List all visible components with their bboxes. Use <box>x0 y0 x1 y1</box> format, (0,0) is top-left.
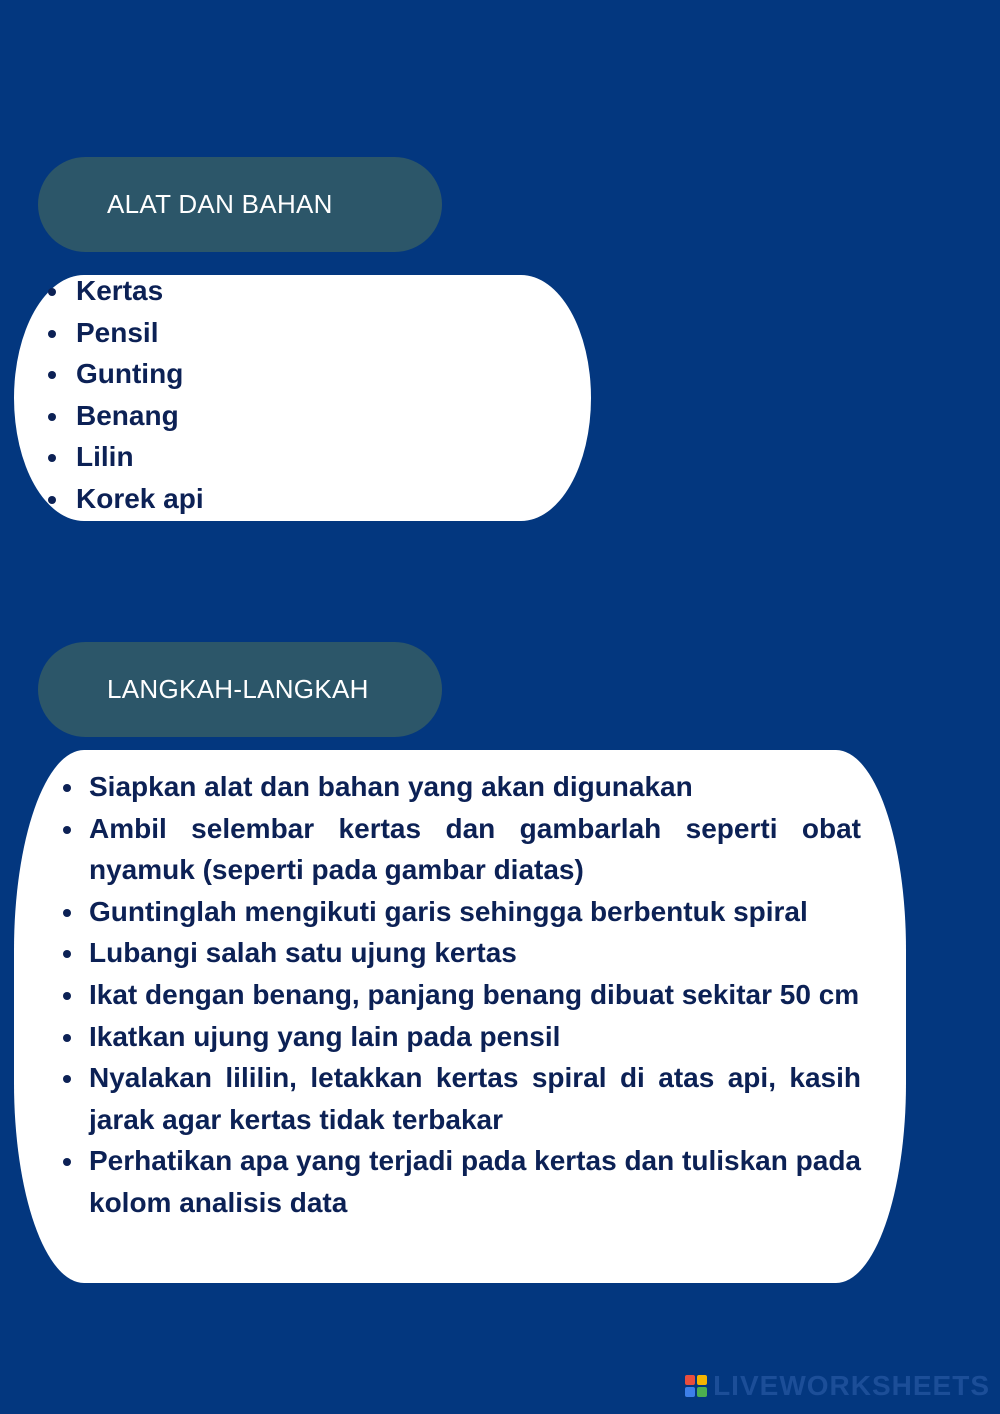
watermark <box>685 1370 990 1402</box>
list-item: Ikatkan ujung yang lain pada pensil <box>89 1016 861 1058</box>
langkah-header <box>38 642 442 737</box>
list-item: Benang <box>76 395 576 437</box>
list-item: Guntinglah mengikuti garis sehingga berbentuk spiral <box>89 891 861 933</box>
list-item: Gunting <box>76 353 576 395</box>
alat-bahan-list <box>76 270 576 520</box>
langkah-list <box>89 766 861 1224</box>
list-item: Lubangi salah satu ujung kertas <box>89 932 861 974</box>
list-item: Siapkan alat dan bahan yang akan digunakan <box>89 766 861 808</box>
list-item: Perhatikan apa yang terjadi pada kertas dan tuliskan pada kolom analisis data <box>89 1140 861 1223</box>
alat-bahan-header <box>38 157 442 252</box>
langkah-title: LANGKAH-LANGKAH <box>107 674 369 704</box>
list-item: Kertas <box>76 270 576 312</box>
list-item: Nyalakan lililin, letakkan kertas spiral di atas api, kasih jarak agar kertas tidak terbakar <box>89 1057 861 1140</box>
watermark-text: LIVEWORKSHEETS <box>713 1370 990 1401</box>
list-item: Korek api <box>76 478 576 520</box>
list-item: Ambil selembar kertas dan gambarlah seperti obat nyamuk (seperti pada gambar diatas) <box>89 808 861 891</box>
list-item: Ikat dengan benang, panjang benang dibuat sekitar 50 cm <box>89 974 861 1016</box>
list-item: Lilin <box>76 436 576 478</box>
list-item: Pensil <box>76 312 576 354</box>
liveworksheets-logo-icon <box>685 1375 707 1397</box>
alat-bahan-title: ALAT DAN BAHAN <box>107 189 333 219</box>
